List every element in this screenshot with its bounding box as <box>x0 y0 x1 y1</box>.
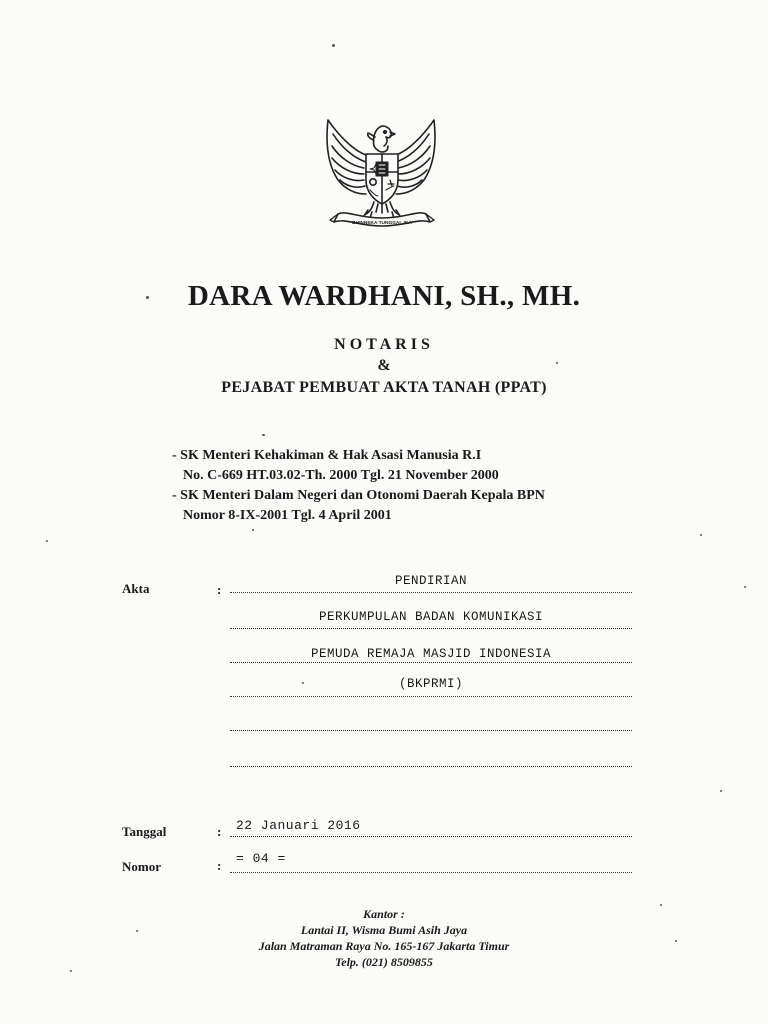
akta-colon: : <box>217 582 222 597</box>
office-address <box>0 906 768 970</box>
garuda-pancasila-emblem-icon <box>318 110 444 236</box>
notary-name: DARA WARDHANI, SH., MH. <box>187 280 581 312</box>
ppat-title: PEJABAT PEMBUAT AKTA TANAH (PPAT) <box>221 379 547 396</box>
address-line-2: Jalan Matraman Raya No. 165-167 Jakarta Timur <box>258 939 510 953</box>
dotted-line <box>230 592 632 593</box>
sk-line-4: Nomor 8-IX-2001 Tgl. 4 April 2001 <box>183 508 392 523</box>
akta-line-3: PEMUDA REMAJA MASJID INDONESIA <box>310 647 552 661</box>
nomor-value: = 04 = <box>236 851 286 866</box>
scan-speck <box>252 529 254 531</box>
emblem-motto: BHINNEKA TUNGGAL IKA <box>352 221 412 226</box>
akta-line-1: PENDIRIAN <box>394 574 467 588</box>
sk-line-1: - SK Menteri Kehakiman & Hak Asasi Manusia R.I <box>172 448 482 463</box>
scan-speck <box>700 534 702 536</box>
nomor-colon: : <box>217 858 222 873</box>
tanggal-label: Tanggal <box>122 824 167 839</box>
dotted-line <box>230 662 632 663</box>
scan-speck <box>70 970 72 972</box>
dotted-line <box>230 766 632 767</box>
phone-number: Telp. (021) 8509855 <box>335 955 433 969</box>
sk-credentials <box>172 446 545 526</box>
scan-speck <box>332 44 335 47</box>
scan-speck <box>744 586 746 588</box>
tanggal-value: 22 Januari 2016 <box>236 818 361 833</box>
akta-line-4: (BKPRMI) <box>398 677 463 691</box>
scan-speck <box>262 434 265 436</box>
dotted-line <box>230 628 632 629</box>
tanggal-colon: : <box>217 824 222 839</box>
sk-line-3: - SK Menteri Dalam Negeri dan Otonomi Daerah Kepala BPN <box>172 488 545 503</box>
address-line-1: Lantai II, Wisma Bumi Asih Jaya <box>300 923 468 937</box>
dotted-line <box>230 696 632 697</box>
sk-line-2: No. C-669 HT.03.02-Th. 2000 Tgl. 21 November 2000 <box>183 468 499 483</box>
nomor-label: Nomor <box>122 859 161 874</box>
notaris-title: NOTARIS <box>334 336 434 353</box>
kantor-label: Kantor : <box>363 907 405 921</box>
dotted-line <box>230 836 632 837</box>
dotted-line <box>230 730 632 731</box>
ampersand: & <box>377 357 391 374</box>
scan-speck <box>46 540 48 542</box>
akta-label: Akta <box>122 581 150 596</box>
scan-speck <box>720 790 722 792</box>
akta-line-2: PERKUMPULAN BADAN KOMUNIKASI <box>318 610 544 624</box>
dotted-line <box>230 872 632 873</box>
